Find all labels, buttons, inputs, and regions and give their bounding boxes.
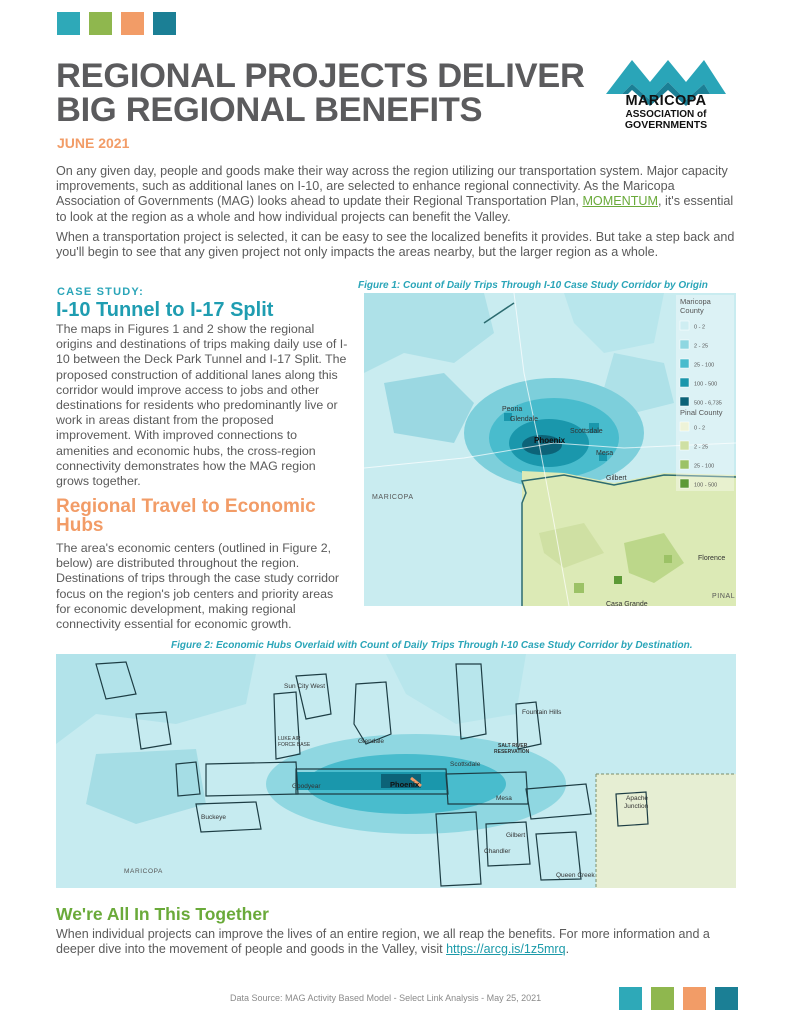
intro-paragraph-2: When a transportation project is selected, it can be easy to see the localized benefits it provides. But take a step back and you'll begin to see that any given project not only impacts the areas nearby, but the larger region as a whole. — [56, 230, 735, 260]
color-square — [153, 12, 176, 35]
color-square — [89, 12, 112, 35]
color-square — [715, 987, 738, 1010]
map1-label-maricopa: MARICOPA — [372, 494, 414, 501]
legend-pinal-label: 100 - 500 — [694, 482, 718, 489]
color-square — [57, 12, 80, 35]
legend-maricopa-label: 2 - 25 — [694, 343, 709, 350]
map2-label-scottsdale: Scottsdale — [450, 761, 481, 768]
color-square — [683, 987, 706, 1010]
map2-label-luke2: FORCE BASE — [278, 742, 311, 748]
legend-pinal-label: 2 - 25 — [694, 444, 709, 451]
figure-2-destination-map — [56, 654, 736, 888]
legend-maricopa-swatch — [680, 340, 689, 349]
economic-hubs-heading: Regional Travel to Economic Hubs — [56, 496, 316, 536]
map2-label-salt-river2: RESERVATION — [494, 749, 530, 755]
page-title-line2: BIG REGIONAL BENEFITS — [56, 91, 483, 129]
legend-maricopa-swatch — [680, 397, 689, 406]
together-body-after: . — [565, 942, 570, 957]
map2-label-fountain-hills: Fountain Hills — [522, 709, 562, 716]
map1-label-scottsdale: Scottsdale — [570, 428, 603, 435]
legend-maricopa-title-1: Maricopa — [680, 297, 711, 306]
logo-line2: ASSOCIATION of — [625, 109, 707, 120]
case-study-body: The maps in Figures 1 and 2 show the regional origins and destinations of trips making daily use of I-10 between the Deck Park Tunnel and I-17 Split. The proposed construction of additional lanes along this corridor would improve access to jobs and other destinations for residents who predominantly live or work in areas distant from the proposed improvement. With improved connections to amenities and economic hubs, the cross-region connectivity demonstrates how the MAG region grows together. — [56, 322, 348, 489]
color-square — [121, 12, 144, 35]
map2-label-sun-city-west: Sun City West — [284, 683, 326, 690]
map2-label-gilbert: Gilbert — [506, 832, 526, 839]
legend-maricopa-label: 25 - 100 — [694, 362, 715, 369]
legend-maricopa-swatch — [680, 378, 689, 387]
map2-label-phoenix: Phoenix — [390, 780, 420, 789]
case-study-kicker: CASE STUDY: — [57, 286, 144, 298]
page-title — [56, 59, 585, 127]
together-heading: We're All In This Together — [56, 904, 269, 924]
case-study-heading: I-10 Tunnel to I-17 Split — [56, 299, 274, 321]
map2-label-glendale: Glendale — [358, 738, 385, 745]
map1-label-casa-grande: Casa Grande — [606, 601, 648, 606]
legend-pinal-swatch — [680, 479, 689, 488]
map2-label-salt-river: SALT RIVER — [498, 743, 528, 749]
map1-label-florence: Florence — [698, 555, 726, 562]
map1-label-gilbert: Gilbert — [606, 475, 627, 482]
together-body — [56, 927, 736, 957]
legend-maricopa-swatch — [680, 321, 689, 330]
intro-p1-before: On any given day, people and goods make their way across the region utilizing our transportation system. Major capacity improvements, such as additional lanes on I-10, are selected to enhance regional connectivity. As the Maricopa Association of Governments (MAG) looks ahead to update their Regional Transportation Plan, — [56, 164, 728, 209]
logo-line3: GOVERNMENTS — [624, 119, 708, 131]
intro-paragraph-1 — [56, 164, 736, 225]
figure-1-caption: Figure 1: Count of Daily Trips Through I-10 Case Study Corridor by Origin — [358, 280, 708, 291]
figure-1-legend — [676, 295, 734, 491]
map1-label-glendale: Glendale — [510, 416, 539, 423]
legend-pinal-swatch — [680, 460, 689, 469]
legend-pinal-label: 25 - 100 — [694, 463, 715, 470]
publication-date: JUNE 2021 — [57, 135, 130, 151]
legend-maricopa-label: 100 - 500 — [694, 381, 718, 388]
economic-hubs-body: The area's economic centers (outlined in Figure 2, below) are distributed throughout the region. Destinations of trips through the case study corridor focus on the region's job centers and priority areas for economic development, making regional connectivity essential for economic growth. — [56, 541, 340, 632]
legend-pinal-swatch — [680, 441, 689, 450]
figure-2-caption: Figure 2: Economic Hubs Overlaid with Count of Daily Trips Through I-10 Case Study Corridor by Destination. — [171, 640, 693, 651]
map2-label-queen-creek: Queen Creek — [556, 872, 595, 879]
map2-label-chandler: Chandler — [484, 848, 511, 855]
map1-label-peoria: Peoria — [502, 406, 523, 413]
color-square — [651, 987, 674, 1010]
figure-1-origin-map — [364, 293, 736, 606]
logo-line1: MARICOPA — [625, 93, 707, 109]
legend-pinal-label: 0 - 2 — [694, 425, 706, 432]
map1-label-mesa: Mesa — [596, 450, 614, 457]
footer-color-squares — [619, 987, 738, 1010]
intro-p1-after: , it's essential to look at the region as a whole and how individual projects can benefit the Valley. — [56, 194, 734, 224]
header-color-squares — [57, 12, 176, 35]
map2-label-goodyear: Goodyear — [292, 783, 321, 790]
logo-text — [604, 93, 728, 131]
legend-maricopa-swatch — [680, 359, 689, 368]
legend-pinal-title: Pinal County — [680, 408, 723, 417]
legend-pinal-swatch — [680, 422, 689, 431]
map2-label-luke: LUKE AIR — [278, 736, 301, 742]
map2-label-buckeye: Buckeye — [201, 814, 226, 821]
legend-maricopa-title-2: County — [680, 306, 704, 315]
map2-label-apache: Apache — [626, 795, 649, 802]
data-source-note: Data Source: MAG Activity Based Model - Select Link Analysis - May 25, 2021 — [230, 993, 542, 1003]
page-title-line1: REGIONAL PROJECTS DELIVER — [56, 57, 585, 95]
color-square — [619, 987, 642, 1010]
legend-maricopa-label: 500 - 6,735 — [694, 400, 722, 407]
arcgis-link[interactable]: https://arcg.is/1z5mrq — [446, 942, 566, 957]
together-body-before: When individual projects can improve the lives of an entire region, we all reap the benefits. For more information and a deeper dive into the movement of people and goods in the Valley, visit — [56, 927, 710, 957]
map1-label-pinal: PINAL — [712, 593, 736, 600]
map2-label-maricopa: MARICOPA — [124, 868, 163, 875]
map2-label-junction: Junction — [624, 803, 649, 810]
map2-label-mesa: Mesa — [496, 795, 512, 802]
momentum-link[interactable]: MOMENTUM — [582, 194, 658, 209]
map1-label-phoenix: Phoenix — [534, 436, 566, 445]
legend-maricopa-label: 0 - 2 — [694, 324, 706, 331]
